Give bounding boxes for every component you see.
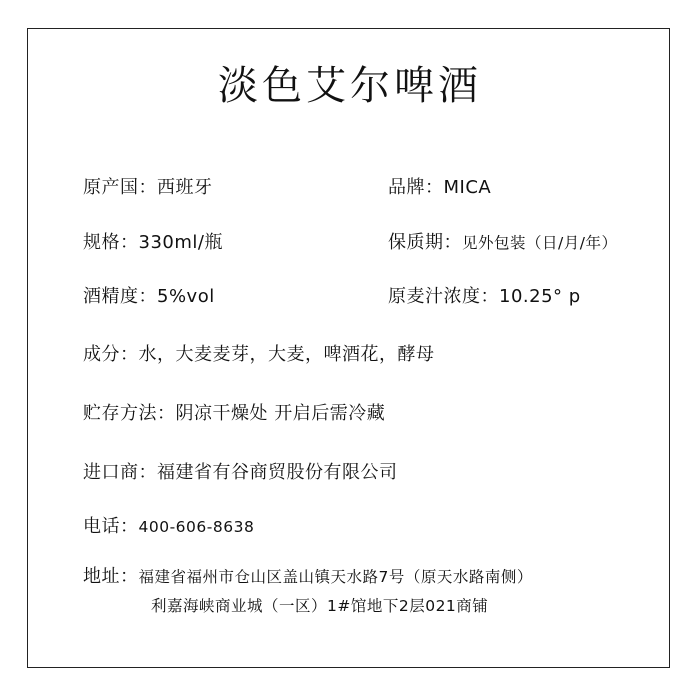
separator: ： (480, 286, 499, 307)
address-label: 地址 (83, 566, 120, 587)
spec-value: 330ml/瓶 (138, 232, 223, 253)
ingredients-label: 成分 (83, 344, 120, 365)
shelf-life-label: 保质期 (388, 232, 444, 253)
field-origin (83, 176, 213, 200)
separator: ： (138, 462, 157, 483)
separator: ： (157, 403, 176, 424)
ingredients-value: 水，大麦麦芽，大麦，啤酒花，酵母 (138, 344, 435, 365)
separator: ： (120, 566, 139, 587)
shelf-life-value: 见外包装（日/月/年） (462, 234, 618, 252)
brand-value: MICA (443, 177, 492, 198)
importer-value: 福建省有谷商贸股份有限公司 (157, 462, 398, 483)
separator: ： (443, 232, 462, 253)
field-abv (83, 285, 215, 309)
abv-label: 酒精度 (83, 286, 139, 307)
wort-label: 原麦汁浓度 (388, 286, 481, 307)
field-spec (83, 231, 223, 255)
field-ingredients (83, 343, 435, 367)
field-importer (83, 461, 398, 485)
field-storage (83, 402, 385, 426)
wort-value: 10.25° p (499, 286, 581, 307)
field-brand (388, 176, 491, 200)
separator: ： (425, 177, 444, 198)
field-wort (388, 285, 581, 309)
origin-label: 原产国 (83, 177, 139, 198)
storage-value: 阴凉干燥处 开启后需冷藏 (175, 403, 386, 424)
brand-label: 品牌 (388, 177, 425, 198)
separator: ： (120, 516, 139, 537)
address-line2: 利嘉海峡商业城（一区）1#馆地下2层021商铺 (151, 597, 489, 615)
phone-value: 400-606-8638 (138, 518, 255, 536)
field-address (83, 565, 533, 589)
separator: ： (120, 232, 139, 253)
storage-label: 贮存方法 (83, 403, 157, 424)
importer-label: 进口商 (83, 462, 139, 483)
phone-label: 电话 (83, 516, 120, 537)
product-title: 淡色艾尔啤酒 (218, 63, 482, 109)
field-phone (83, 515, 254, 539)
abv-value: 5%vol (157, 286, 215, 307)
separator: ： (138, 177, 157, 198)
spec-label: 规格 (83, 232, 120, 253)
origin-value: 西班牙 (157, 177, 213, 198)
address-line1: 福建省福州市仓山区盖山镇天水路7号（原天水路南侧） (138, 568, 533, 586)
separator: ： (138, 286, 157, 307)
field-shelf-life (388, 231, 617, 255)
separator: ： (120, 344, 139, 365)
